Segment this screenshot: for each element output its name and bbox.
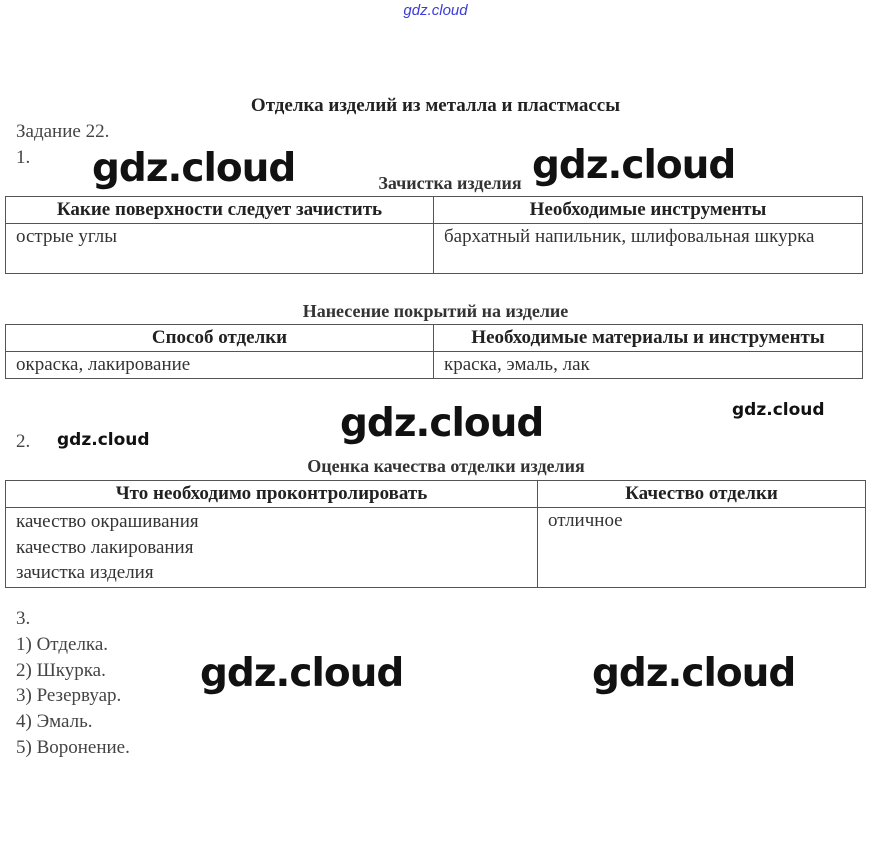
watermark: gdz.cloud <box>340 401 544 446</box>
watermark: gdz.cloud <box>592 651 796 696</box>
answer-item: 2) Шкурка. <box>16 660 106 681</box>
table3-caption: Оценка качества отделки изделия <box>307 456 585 476</box>
table-header-row <box>6 197 863 224</box>
table-row <box>6 508 866 588</box>
answer-item: 1) Отделка. <box>16 634 109 655</box>
watermark: gdz.cloud <box>532 143 736 188</box>
part1-label: 1. <box>16 147 31 168</box>
watermark: gdz.cloud <box>92 146 296 191</box>
part2-label: 2. <box>16 431 31 452</box>
table1-caption: Зачистка изделия <box>378 173 522 193</box>
table-header-row <box>6 325 863 352</box>
table-cell: краска, эмаль, лак <box>434 352 863 379</box>
watermark: gdz.cloud <box>200 651 404 696</box>
table-cell: окраска, лакирование <box>6 352 434 379</box>
top-watermark: gdz.cloud <box>403 2 468 19</box>
table-header-row <box>6 481 866 508</box>
table-header-cell: Качество отделки <box>538 481 866 508</box>
coating-table <box>5 324 863 379</box>
table-row <box>6 224 863 274</box>
table-header-cell: Какие поверхности следует зачистить <box>6 197 434 224</box>
quality-table <box>5 480 866 588</box>
check-item: зачистка изделия <box>16 562 154 583</box>
cleaning-table <box>5 196 863 274</box>
table-header-cell: Необходимые материалы и инструменты <box>434 325 863 352</box>
table-header-cell: Необходимые инструменты <box>434 197 863 224</box>
table-header-cell: Способ отделки <box>6 325 434 352</box>
answer-item: 5) Воронение. <box>16 737 130 758</box>
table-cell <box>6 508 538 588</box>
table-cell: острые углы <box>6 224 434 274</box>
table-row <box>6 352 863 379</box>
check-item: качество окрашивания <box>16 511 199 532</box>
table-cell: бархатный напильник, шлифовальная шкурка <box>434 224 863 274</box>
table2-caption: Нанесение покрытий на изделие <box>302 301 569 321</box>
answer-item: 3) Резервуар. <box>16 685 122 706</box>
check-item: качество лакирования <box>16 536 194 558</box>
table-header-cell: Что необходимо проконтролировать <box>6 481 538 508</box>
part3-label: 3. <box>16 608 31 629</box>
task-label: Задание 22. <box>16 121 110 142</box>
watermark: gdz.cloud <box>57 430 150 450</box>
watermark: gdz.cloud <box>732 400 825 420</box>
page-title: Отделка изделий из металла и пластмассы <box>250 95 621 116</box>
answer-item: 4) Эмаль. <box>16 711 93 732</box>
table-cell: отличное <box>538 508 866 588</box>
